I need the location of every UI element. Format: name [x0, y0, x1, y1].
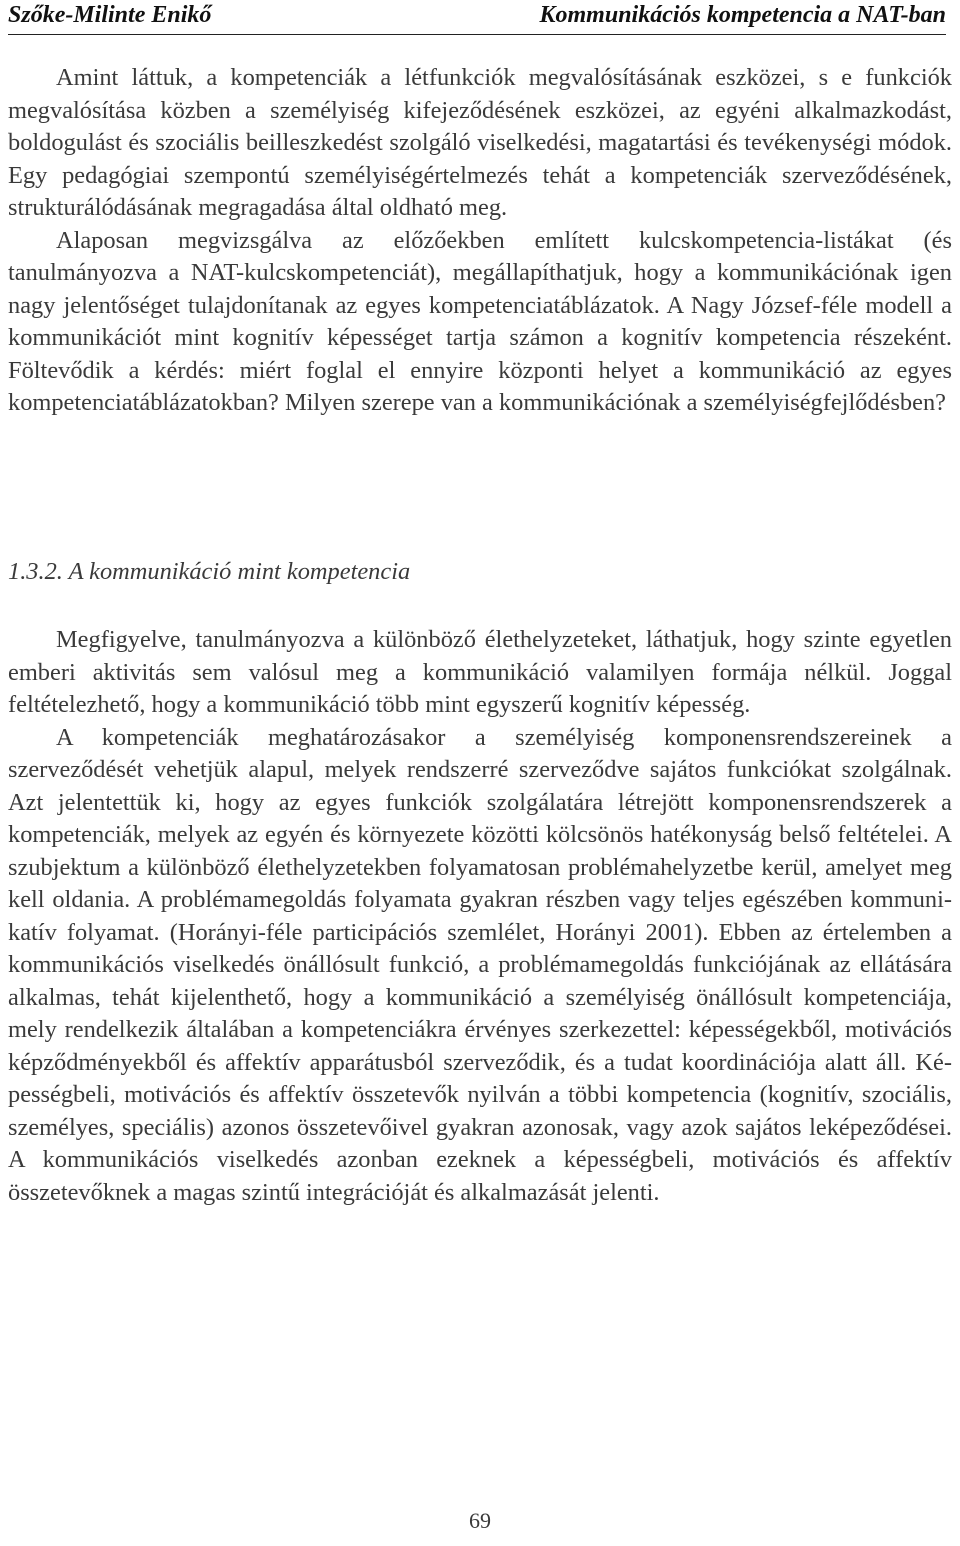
paragraph: Amint láttuk, a kompetenciák a létfunkciók megvalósításának eszközei, s e funkciók megvalósítása közben a személyiség kifejeződésének eszközei, az egyéni alkalmazkodást, boldogulást és szociális beilleszkedést szolgáló viselkedési, magatartási és tevékenységi módok. Egy pedagógiai szempontú személyiségértelmezés tehát a kompetenciák szerveződésének, strukturálódásának megragadása által oldható meg. — [8, 64, 952, 221]
paragraph: A kompetenciák meghatározásakor a személyiség komponensrendszereinek a szerveződését vehetjük alapul, melyek rendszerré szerveződve sajátos funkciókat szolgálnak. Azt jelentettük ki, hogy az egyes funkciók szolgálatára létrejött komponensrendszerek a kompetenciák, melyek az egyén és környezete közötti kölcsönös hatékonyság belső feltételei. A szubjektum a különböző élethelyzetekben folyamatosan problémahelyzetbe kerül, amelyet meg kell oldania. A problémamegoldás folyamata gyakran részben vagy teljes egészében kommunikatív folyamat. (Horányi-féle participációs szemlélet, Horányi 2001). Ebben az értelemben a kommunikációs viselkedés önállósult funkció, a problémamegoldás funkciójának az ellátására alkalmas, tehát kijelenthető, hogy a kommunikáció a személyiség önállósult kompetenciája, mely rendelkezik általában a kompetenciákra érvényes szerkezettel: képességekből, motivációs képződményekből és affektív apparátusból szerveződik, és a tudat koordinációja alatt áll. Képességbeli, motivációs és affektív összetevők nyilván a többi kompetencia (kognitív, szociális, személyes, speciális) azonos összetevőivel gyakran azonosak, vagy azok sajátos leképeződései. A kommunikációs viselkedés azonban ezeknek a képességbeli, motivációs és affektív összetevőknek a magas szintű integrációját és alkalmazását jelenti. — [8, 723, 952, 1206]
paragraph: Alaposan megvizsgálva az előzőekben említett kulcskompetencia-listákat (és tanulmányozva a NAT-kulcskompetenciát), megállapíthatjuk, hogy a kommunikációnak igen nagy jelentőséget tulajdonítanak az egyes kompetenciatáblázatok. A Nagy József-féle modell a kommunikációt mint kognitív képességet tartja számon a kognitív kompetencia részeként. Föltevődik a kérdés: miért foglal el ennyire központi helyet a kommunikáció az egyes kompetenciatáblázatokban? Milyen szerepe van a kommunikációnak a személyiségfejlődésben? — [8, 226, 952, 416]
section-title: A kommunikáció mint kompetencia — [68, 558, 411, 585]
body-text-intro — [8, 62, 952, 420]
page-number: 69 — [469, 1508, 491, 1533]
body-text-section — [8, 624, 952, 1209]
header-author: Szőke-Milinte Enikő — [8, 2, 212, 28]
section-number: 1.3.2. — [8, 558, 63, 585]
section-heading — [8, 556, 410, 588]
paragraph: Megfigyelve, tanulmányozva a különböző élethelyzeteket, láthatjuk, hogy szinte egyetlen emberi aktivitás sem valósul meg a kommunikáció valamilyen formája nélkül. Joggal feltételezhető, hogy a kommunikáció több mint egyszerű kognitív képesség. — [8, 626, 952, 718]
running-header — [8, 0, 946, 35]
header-title: Kommunikációs kompetencia a NAT-ban — [539, 2, 946, 28]
